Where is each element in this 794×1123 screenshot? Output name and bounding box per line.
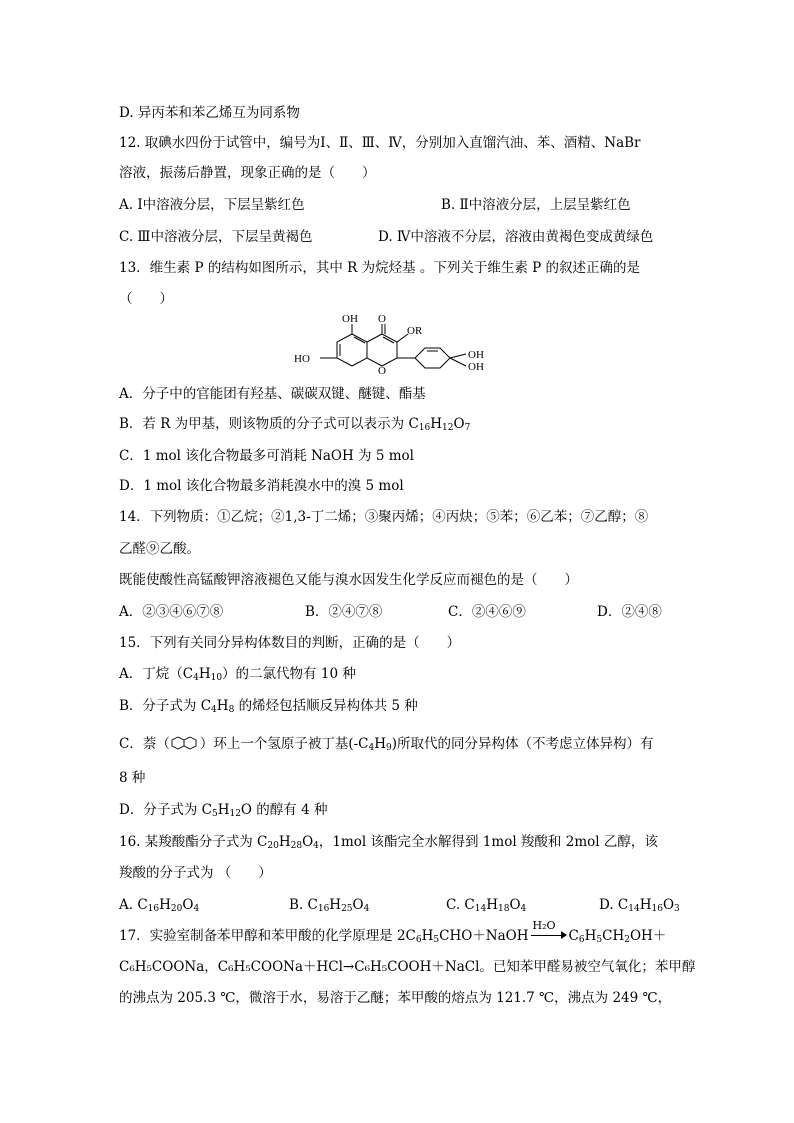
vitamin-p-structure-svg: [290, 312, 510, 374]
q15-option-a: A．丁烷$(C_4H_{10})$的二氯代物有 10 种: [119, 666, 356, 683]
q13-option-c: C．1 mol 该化合物最多可消耗 NaOH 为 5 mol: [119, 448, 414, 464]
vitamin-p-structure: [290, 312, 510, 374]
q15-option-b: B．分子式为 $C_4H_8$ 的烯烃包括顺反异构体共 5 种: [119, 698, 418, 715]
q16-option-d: D. $C_{14}H_{16}O_3$: [599, 897, 680, 914]
q12-option-c: C. Ⅲ中溶液分层，下层呈黄褐色: [119, 229, 313, 245]
q12-option-d: D. Ⅳ中溶液不分层，溶液由黄褐色变成黄绿色: [378, 229, 654, 245]
q16-option-c: C. $C_{14}H_{18}O_4$: [446, 897, 527, 914]
q12-option-b: B. Ⅱ中溶液分层，上层呈紫红色: [441, 197, 631, 213]
struct-oh-r1: OH: [468, 349, 484, 361]
q13-stem-line1: 13．维生素 P 的结构如图所示，其中 R 为烷烃基 。下列关于维生素 P 的叙述正确的是: [119, 260, 641, 276]
reaction-arrow-label: H₂O: [532, 919, 556, 932]
q16-stem-line2: 羧酸的分子式为 （ ）: [119, 865, 272, 881]
q13-option-b: B．若 R 为甲基，则该物质的分子式可以表示为 $C_{16}H_{12}O_7$: [119, 416, 471, 433]
q16-option-b: B. $C_{16}H_{25}O_4$: [289, 897, 370, 914]
q15-stem: 15．下列有关同分异构体数目的判断，正确的是（ ）: [119, 635, 461, 651]
q14-stem-line3: 既能使酸性高锰酸钾溶液褪色又能与溴水因发生化学反应而褪色的是（ ）: [119, 572, 578, 588]
struct-or: OR: [407, 325, 423, 337]
q17-line1: 17．实验室制备苯甲醇和苯甲酸的化学原理是 $2C_6H_5CHO+NaOH$ H₂O $C_6H_5CH_2OH+$: [119, 919, 667, 945]
q12-stem-line2: 溶液，振荡后静置，现象正确的是（ ）: [119, 165, 376, 181]
q14-option-a: A．②③④⑥⑦⑧: [119, 604, 224, 620]
q15-option-d: D．分子式为 $C_5H_{12}O$ 的醇有 4 种: [119, 802, 328, 819]
q14-stem-line1: 14．下列物质：①乙烷；②1,3-丁二烯；③聚丙烯；④丙炔；⑤苯；⑥乙苯；⑦乙醇；⑧: [119, 509, 649, 525]
struct-o-ring: O: [378, 365, 386, 374]
struct-oh-r2: OH: [468, 361, 484, 373]
q14-option-b: B．②④⑦⑧: [305, 604, 383, 620]
struct-ho-left: HO: [294, 353, 310, 365]
naphthalene-icon: [170, 736, 200, 750]
struct-o-ketone: O: [378, 313, 386, 325]
q12-option-a: A. Ⅰ中溶液分层，下层呈紫红色: [119, 197, 305, 213]
q15-option-c: C．萘（ ）环上一个氢原子被丁基$(-C_4H_9)$所取代的同分异构体（不考虑立体异构）有: [119, 736, 654, 753]
q13-stem-line2: （ ）: [119, 291, 173, 307]
q14-option-c: C．②④⑥⑨: [448, 604, 526, 620]
q13-option-a: A．分子中的官能团有羟基、碳碳双键、醚键、酯基: [119, 386, 426, 402]
reaction-arrow: [531, 919, 567, 940]
q17-line2: C₆H₅COONa，C₆H₅COONa＋HCl→C₆H₅COOH＋NaCl。已知苯甲醛易被空气氧化；苯甲醇: [119, 959, 696, 975]
q11-option-d: D. 异丙苯和苯乙烯互为同系物: [119, 105, 300, 121]
q15-option-c-line2: 8 种: [119, 770, 146, 786]
q14-option-d: D．②④⑧: [597, 604, 662, 620]
q16-stem-line1: 16. 某羧酸酯分子式为 $C_{20}H_{28}O_4$，1mol 该酯完全水解得到 1mol 羧酸和 2mol 乙醇，该: [119, 834, 658, 851]
q14-stem-line2: 乙醛⑨乙酸。: [119, 541, 200, 557]
q16-option-a: A. $C_{16}H_{20}O_4$: [119, 897, 200, 914]
struct-oh-top: OH: [342, 313, 358, 325]
q13-option-d: D．1 mol 该化合物最多消耗溴水中的溴 5 mol: [119, 478, 404, 494]
q17-line3: 的沸点为 205.3 ℃，微溶于水，易溶于乙醚；苯甲酸的熔点为 121.7 ℃，沸点为 249 ℃，: [119, 990, 672, 1006]
q12-stem-line1: 12. 取碘水四份于试管中，编号为Ⅰ、Ⅱ、Ⅲ、Ⅳ，分别加入直馏汽油、苯、酒精、NaBr: [119, 135, 641, 151]
